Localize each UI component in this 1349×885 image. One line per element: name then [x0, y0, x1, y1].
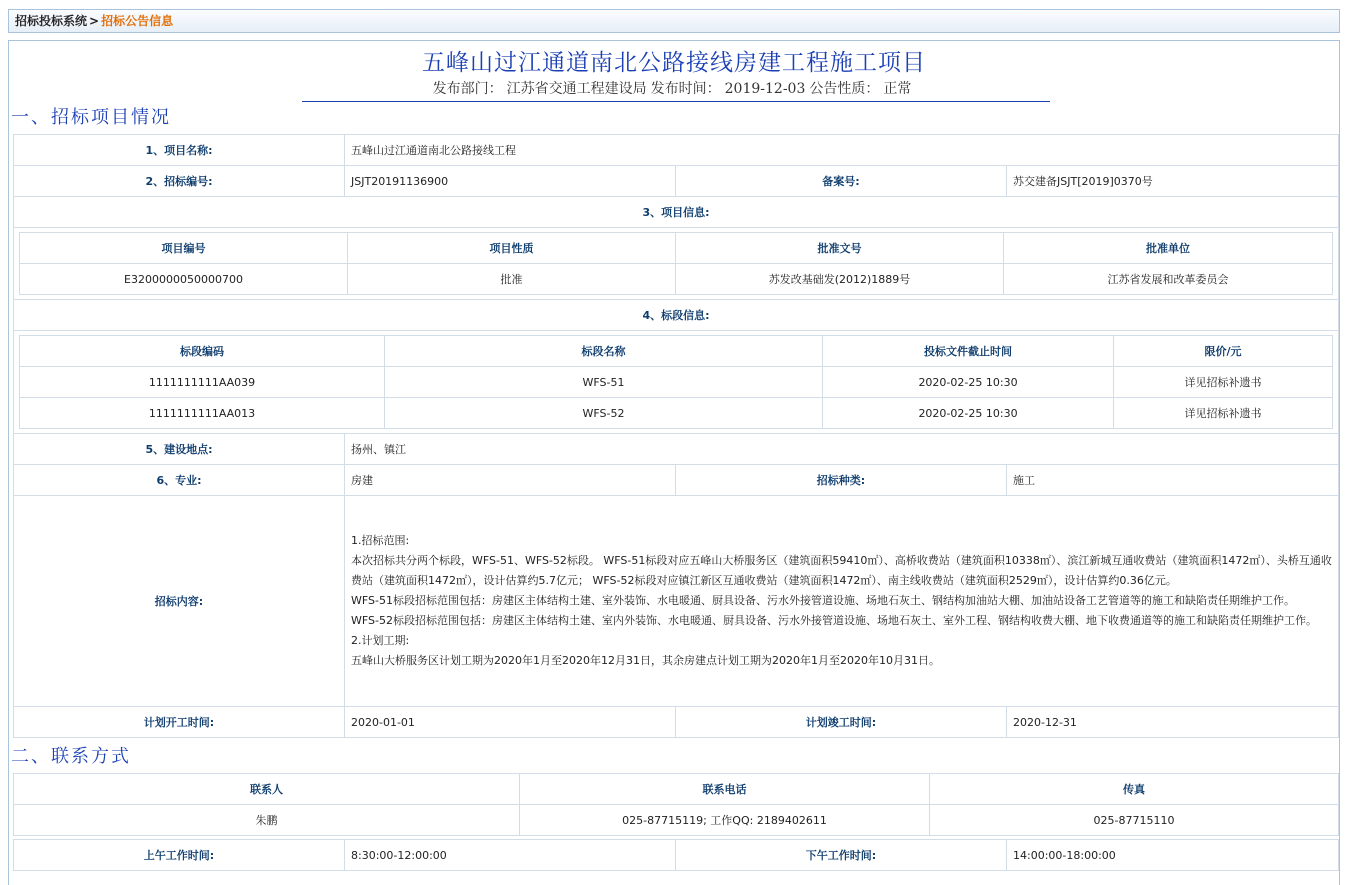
nature-label: 公告性质： — [809, 81, 880, 97]
table-row — [14, 197, 1339, 228]
time-value: 2019-12-03 — [724, 81, 806, 97]
record-no-label: 备案号: — [676, 166, 1007, 197]
table-row — [14, 228, 1339, 300]
table-cell: E3200000050000700 — [20, 264, 348, 295]
location-value: 扬州、镇江 — [345, 434, 1339, 465]
project-name-label: 1、项目名称: — [14, 135, 345, 166]
start-label: 计划开工时间: — [14, 707, 345, 738]
table-cell: 2020-02-25 10:30 — [823, 398, 1114, 429]
header-cell: 联系电话 — [520, 774, 930, 805]
location-label: 5、建设地点: — [14, 434, 345, 465]
project-info-label: 3、项目信息: — [14, 197, 1339, 228]
section-info-table — [19, 335, 1333, 429]
header-cell: 投标文件截止时间 — [823, 336, 1114, 367]
end-value: 2020-12-31 — [1007, 707, 1339, 738]
specialty-label: 6、专业: — [14, 465, 345, 496]
table-row — [20, 264, 1333, 295]
hours-table — [13, 839, 1339, 871]
header-cell: 限价/元 — [1114, 336, 1333, 367]
tender-no-value: JSJT20191136900 — [345, 166, 676, 197]
table-cell: 1111111111AA013 — [20, 398, 385, 429]
content-line: WFS-52标段招标范围包括：房建区主体结构土建、室内外装饰、水电暖通、厨具设备、污水外接管道设施、场地石灰土、室外工程、钢结构收费大棚、地下收费通道等的施工和缺陷责任期维护工作。 — [351, 614, 1317, 627]
content-line: WFS-51标段招标范围包括：房建区主体结构土建、室外装饰、水电暖通、厨具设备、污水外接管道设施、场地石灰土、钢结构加油站大棚、加油站设备工艺管道等的施工和缺陷责任期维护工作。 — [351, 594, 1295, 607]
breadcrumb-separator: > — [89, 14, 100, 28]
record-no-value: 苏交建备JSJT[2019]0370号 — [1007, 166, 1339, 197]
breadcrumb-root[interactable]: 招标投标系统 — [15, 14, 88, 28]
title-divider — [302, 101, 1050, 102]
start-value: 2020-01-01 — [345, 707, 676, 738]
table-row — [14, 707, 1339, 738]
tender-type-value: 施工 — [1007, 465, 1339, 496]
header-cell: 联系人 — [14, 774, 520, 805]
table-cell: 详见招标补遗书 — [1114, 398, 1333, 429]
table-cell: WFS-52 — [385, 398, 823, 429]
table-cell: 详见招标补遗书 — [1114, 367, 1333, 398]
tender-type-label: 招标种类: — [676, 465, 1007, 496]
am-label: 上午工作时间: — [14, 840, 345, 871]
content-line: 2.计划工期: — [351, 634, 410, 647]
dept-value: 江苏省交通工程建设局 — [506, 81, 647, 97]
content-line: 本次招标共分两个标段，WFS-51、WFS-52标段。 WFS-51标段对应五峰山大桥服务区（建筑面积59410㎡）、高桥收费站（建筑面积10338㎡）、滨江新城互通收费站（建筑面积1472㎡）、头桥互通收费站（建筑面积1472㎡），设计估算约5.7亿元； WFS-52标段对应镇江新区互通收费站（建筑面积1472㎡）、南主线收费站（建筑面积2529㎡），设计估算约0.36亿元。 — [351, 554, 1332, 587]
section-heading-contact: 二、联系方式 — [11, 746, 131, 767]
header-cell: 传真 — [930, 774, 1339, 805]
table-row — [14, 840, 1339, 871]
table-row — [14, 135, 1339, 166]
content-line: 五峰山大桥服务区计划工期为2020年1月至2020年12月31日，其余房建点计划工期为2020年1月至2020年10月31日。 — [351, 654, 940, 667]
time-label: 发布时间： — [650, 81, 721, 97]
content-label: 招标内容: — [14, 496, 345, 707]
nature-value: 正常 — [883, 81, 912, 97]
dept-label: 发布部门： — [432, 81, 503, 97]
header-cell: 标段名称 — [385, 336, 823, 367]
header-cell: 批准单位 — [1004, 233, 1333, 264]
table-header-row — [20, 233, 1333, 264]
table-cell: 苏发改基础发(2012)1889号 — [676, 264, 1004, 295]
pm-label: 下午工作时间: — [676, 840, 1007, 871]
table-cell: 1111111111AA039 — [20, 367, 385, 398]
table-cell: WFS-51 — [385, 367, 823, 398]
table-row — [20, 367, 1333, 398]
announcement-panel — [8, 40, 1340, 885]
table-header-row — [20, 336, 1333, 367]
header-cell: 项目性质 — [348, 233, 676, 264]
specialty-value: 房建 — [345, 465, 676, 496]
section-heading-project: 一、招标项目情况 — [11, 107, 171, 128]
tender-no-label: 2、招标编号: — [14, 166, 345, 197]
table-row — [14, 805, 1339, 836]
header-cell: 项目编号 — [20, 233, 348, 264]
project-name-value: 五峰山过江通道南北公路接线工程 — [345, 135, 1339, 166]
content-line: 1.招标范围: — [351, 534, 410, 547]
am-value: 8:30:00-12:00:00 — [345, 840, 676, 871]
section-info-label: 4、标段信息: — [14, 300, 1339, 331]
end-label: 计划竣工时间: — [676, 707, 1007, 738]
table-row — [14, 166, 1339, 197]
table-row — [14, 465, 1339, 496]
table-cell: 2020-02-25 10:30 — [823, 367, 1114, 398]
table-row — [14, 331, 1339, 434]
pm-value: 14:00:00-18:00:00 — [1007, 840, 1339, 871]
table-row — [20, 398, 1333, 429]
contact-phone: 025-87715119; 工作QQ: 2189402611 — [520, 805, 930, 836]
table-header-row — [14, 774, 1339, 805]
publish-meta — [9, 78, 1339, 98]
project-table — [13, 134, 1339, 738]
breadcrumb-current: 招标公告信息 — [101, 14, 174, 28]
table-row — [14, 496, 1339, 707]
project-info-table — [19, 232, 1333, 295]
table-cell: 批准 — [348, 264, 676, 295]
page-title: 五峰山过江通道南北公路接线房建工程施工项目 — [422, 50, 926, 76]
header-cell: 批准文号 — [676, 233, 1004, 264]
contact-person: 朱鹏 — [14, 805, 520, 836]
header-cell: 标段编码 — [20, 336, 385, 367]
contact-fax: 025-87715110 — [930, 805, 1339, 836]
contact-table — [13, 773, 1339, 836]
table-row — [14, 434, 1339, 465]
section-info-cell — [14, 331, 1339, 434]
breadcrumb — [8, 9, 1340, 33]
table-row — [14, 300, 1339, 331]
content-value — [345, 496, 1339, 707]
table-cell: 江苏省发展和改革委员会 — [1004, 264, 1333, 295]
project-info-cell — [14, 228, 1339, 300]
